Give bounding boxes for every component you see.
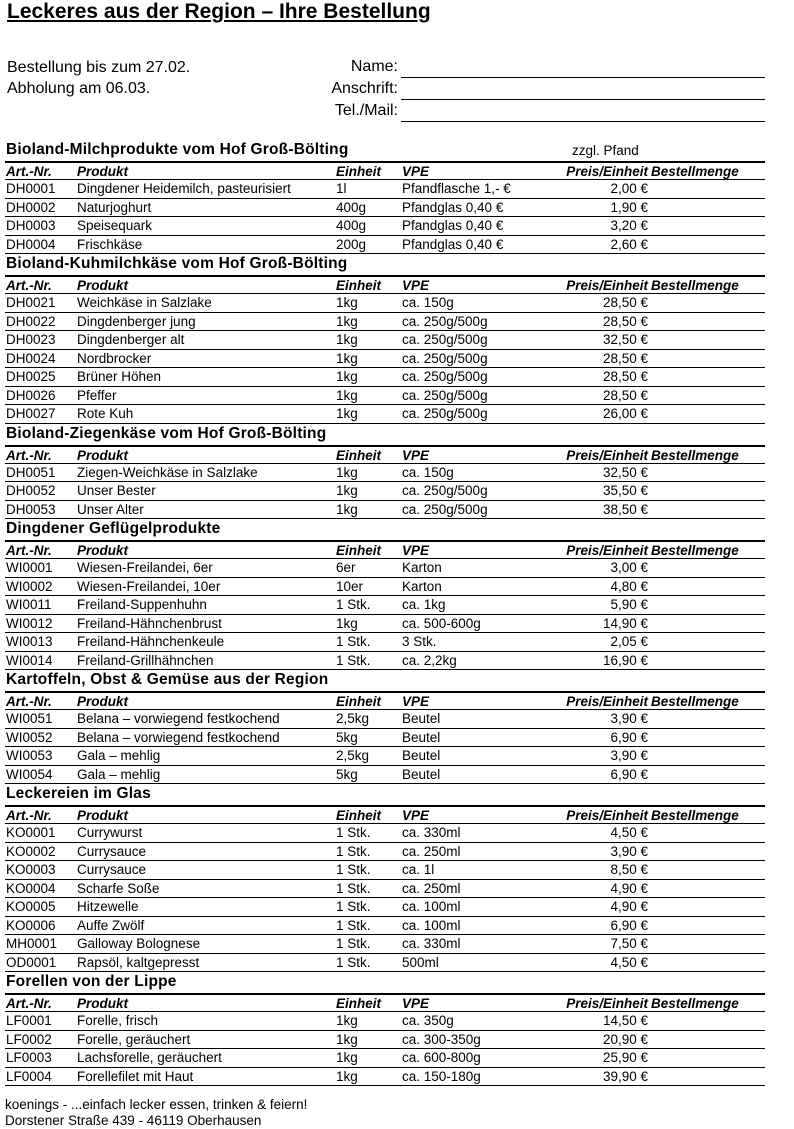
unit: 1 Stk.: [336, 843, 371, 859]
column-header-einheit: Einheit: [336, 447, 382, 463]
unit-price: 39,90 €: [602, 1068, 648, 1084]
column-header-einheit: Einheit: [336, 694, 382, 709]
table-row: [5, 294, 765, 313]
unit-price: 14,90 €: [602, 615, 648, 631]
name-row: [250, 57, 765, 79]
contact-row: [250, 101, 765, 123]
name-field[interactable]: [401, 77, 765, 78]
table-row: [5, 368, 765, 387]
table-row: [5, 559, 765, 578]
column-header-vpe: VPE: [402, 164, 430, 179]
product-name: Unser Bester: [77, 483, 156, 498]
packaging: Beutel: [402, 766, 441, 782]
unit-price: 3,90 €: [610, 843, 648, 859]
product-name: Scharfe Soße: [77, 880, 160, 896]
unit-price: 28,50 €: [602, 313, 648, 329]
packaging: Pfandglas 0,40 €: [402, 236, 504, 252]
article-number: WI0052: [6, 729, 53, 745]
article-number: WI0053: [6, 748, 53, 763]
unit: 1kg: [336, 1050, 358, 1065]
column-header-produkt: Produkt: [77, 996, 129, 1011]
packaging: ca. 250g/500g: [402, 350, 488, 366]
packaging: ca. 250g/500g: [402, 387, 488, 403]
packaging: Pfandglas 0,40 €: [402, 199, 504, 215]
article-number: OD0001: [6, 954, 57, 970]
unit: 1kg: [336, 406, 358, 421]
unit-price: 28,50 €: [602, 295, 648, 310]
product-name: Currysauce: [77, 843, 147, 859]
article-number: DH0051: [6, 464, 56, 480]
article-number: WI0001: [6, 560, 53, 575]
unit-price: 6,90 €: [610, 729, 648, 745]
unit: 200g: [336, 236, 367, 252]
column-header-preis: Preis/Einheit: [566, 278, 648, 293]
packaging: ca. 1l: [402, 862, 435, 877]
table-row: [5, 898, 765, 917]
unit-price: 4,80 €: [610, 578, 648, 594]
article-number: WI0012: [6, 615, 53, 631]
article-number: DH0027: [6, 406, 56, 421]
product-name: Dingdenberger jung: [77, 313, 196, 329]
table-row: [5, 596, 765, 615]
table-row: [5, 615, 765, 634]
unit: 1kg: [336, 332, 358, 347]
packaging: ca. 250g/500g: [402, 501, 488, 517]
unit: 1kg: [336, 1031, 358, 1047]
product-name: Rote Kuh: [77, 406, 134, 421]
unit-price: 3,00 €: [610, 560, 648, 575]
column-header-preis: Preis/Einheit: [566, 164, 648, 179]
packaging: ca. 250ml: [402, 843, 461, 859]
unit: 400g: [336, 199, 367, 215]
unit-price: 3,90 €: [610, 711, 648, 726]
unit: 1 Stk.: [336, 954, 371, 970]
article-number: DH0002: [6, 199, 56, 215]
contact-label: Tel./Mail:: [334, 102, 398, 119]
table-row: [5, 464, 765, 483]
pickup-date: Abholung am 06.03.: [7, 80, 151, 97]
product-name: Nordbrocker: [77, 350, 152, 366]
section-header: [5, 140, 765, 161]
unit: 1 Stk.: [336, 862, 371, 877]
unit: 1 Stk.: [336, 634, 371, 649]
article-number: DH0023: [6, 332, 56, 347]
article-number: WI0002: [6, 578, 53, 594]
product-name: Forelle, geräuchert: [77, 1031, 191, 1047]
unit: 1 Stk.: [336, 917, 371, 933]
packaging: ca. 150g: [402, 464, 454, 480]
address-label: Anschrift:: [331, 80, 398, 97]
packaging: ca. 150-180g: [402, 1068, 481, 1084]
product-name: Auffe Zwölf: [77, 917, 145, 933]
article-number: DH0004: [6, 236, 56, 252]
unit: 400g: [336, 218, 367, 233]
packaging: 500ml: [402, 954, 439, 970]
packaging: Beutel: [402, 711, 441, 726]
article-number: DH0026: [6, 387, 56, 403]
article-number: KO0005: [6, 899, 56, 914]
table-row: [5, 747, 765, 766]
product-name: Lachsforelle, geräuchert: [77, 1050, 222, 1065]
packaging: ca. 250g/500g: [402, 369, 488, 384]
section-title: Dingdener Geflügelprodukte: [6, 520, 221, 537]
table-row: [5, 880, 765, 899]
column-header-art: Art.-Nr.: [6, 278, 52, 293]
unit-price: 2,05 €: [610, 634, 648, 649]
unit: 1 Stk.: [336, 597, 371, 612]
product-name: Gala – mehlig: [77, 766, 161, 782]
article-number: WI0014: [6, 652, 53, 668]
packaging: Beutel: [402, 748, 441, 763]
unit: 1 Stk.: [336, 936, 371, 951]
product-name: Dingdenberger alt: [77, 332, 185, 347]
unit-price: 28,50 €: [602, 350, 648, 366]
packaging: ca. 250g/500g: [402, 483, 488, 498]
unit-price: 6,90 €: [610, 917, 648, 933]
unit-price: 3,20 €: [610, 218, 648, 233]
column-header-menge: Bestellmenge: [651, 543, 739, 558]
product-name: Freiland-Hähnchenbrust: [77, 615, 222, 631]
packaging: ca. 600-800g: [402, 1050, 481, 1065]
packaging: ca. 2,2kg: [402, 652, 457, 668]
contact-field[interactable]: [401, 121, 765, 122]
packaging: ca. 250ml: [402, 880, 461, 896]
column-header-row: [5, 691, 765, 710]
unit: 1kg: [336, 464, 358, 480]
product-name: Rapsöl, kaltgepresst: [77, 954, 200, 970]
unit-price: 4,50 €: [610, 825, 648, 840]
column-header-einheit: Einheit: [336, 164, 382, 179]
packaging: 3 Stk.: [402, 634, 437, 649]
column-header-produkt: Produkt: [77, 808, 129, 823]
product-name: Unser Alter: [77, 501, 144, 517]
unit-price: 16,90 €: [602, 652, 648, 668]
section-header: [5, 784, 765, 805]
article-number: LF0004: [6, 1068, 52, 1084]
article-number: WI0011: [6, 597, 52, 612]
footer: [5, 1097, 307, 1129]
column-header-vpe: VPE: [402, 694, 430, 709]
column-header-row: [5, 993, 765, 1012]
packaging: ca. 1kg: [402, 597, 446, 612]
article-number: DH0001: [6, 181, 56, 196]
column-header-vpe: VPE: [402, 996, 430, 1011]
unit-price: 1,90 €: [610, 199, 648, 215]
product-name: Frischkäse: [77, 236, 143, 252]
product-name: Gala – mehlig: [77, 748, 161, 763]
deposit-note: zzgl. Pfand: [572, 143, 639, 158]
article-number: WI0013: [6, 634, 53, 649]
unit: 2,5kg: [336, 711, 370, 726]
table-row: [5, 199, 765, 218]
product-name: Galloway Bolognese: [77, 936, 201, 951]
section-title: Bioland-Kuhmilchkäse vom Hof Groß-Bölting: [6, 255, 348, 272]
customer-form: [250, 57, 765, 123]
unit-price: 5,90 €: [610, 597, 648, 612]
section-title: Leckereien im Glas: [6, 785, 151, 802]
column-header-art: Art.-Nr.: [6, 996, 52, 1011]
article-number: KO0006: [6, 917, 56, 933]
section-header: [5, 972, 765, 993]
column-header-einheit: Einheit: [336, 543, 382, 558]
packaging: ca. 100ml: [402, 917, 461, 933]
packaging: ca. 150g: [402, 295, 454, 310]
product-name: Speisequark: [77, 218, 153, 233]
column-header-row: [5, 161, 765, 180]
column-header-menge: Bestellmenge: [651, 164, 739, 179]
column-header-vpe: VPE: [402, 278, 430, 293]
product-name: Forelle, frisch: [77, 1013, 159, 1028]
unit: 1 Stk.: [336, 880, 371, 896]
table-row: [5, 180, 765, 199]
unit: 5kg: [336, 766, 358, 782]
column-header-produkt: Produkt: [77, 278, 129, 293]
packaging: ca. 330ml: [402, 936, 461, 951]
article-number: WI0051: [6, 711, 53, 726]
footer-address: Dorstener Straße 439 - 46119 Oberhausen: [5, 1113, 262, 1128]
packaging: Pfandflasche 1,- €: [402, 181, 511, 196]
article-number: LF0002: [6, 1031, 52, 1047]
unit-price: 4,90 €: [610, 899, 648, 914]
section-header: [5, 424, 765, 445]
unit: 1kg: [336, 615, 358, 631]
table-row: [5, 1068, 765, 1087]
section-header: [5, 254, 765, 275]
packaging: Karton: [402, 560, 442, 575]
unit: 1 Stk.: [336, 825, 371, 840]
section-title: Bioland-Milchprodukte vom Hof Groß-Bölting: [6, 141, 349, 158]
unit: 1kg: [336, 387, 358, 403]
article-number: MH0001: [6, 936, 58, 951]
column-header-art: Art.-Nr.: [6, 808, 52, 823]
article-number: DH0021: [6, 295, 56, 310]
table-row: [5, 350, 765, 369]
column-header-menge: Bestellmenge: [651, 278, 739, 293]
column-header-vpe: VPE: [402, 808, 430, 823]
product-name: Dingdener Heidemilch, pasteurisiert: [77, 181, 291, 196]
packaging: Beutel: [402, 729, 441, 745]
section-header: [5, 670, 765, 691]
unit: 1kg: [336, 369, 358, 384]
table-row: [5, 578, 765, 597]
unit: 1 Stk.: [336, 899, 371, 914]
packaging: ca. 330ml: [402, 825, 461, 840]
unit-price: 8,50 €: [610, 862, 648, 877]
unit: 1kg: [336, 350, 358, 366]
name-label: Name:: [350, 58, 398, 75]
column-header-einheit: Einheit: [336, 808, 382, 823]
table-row: [5, 1031, 765, 1050]
column-header-art: Art.-Nr.: [6, 447, 52, 463]
unit: 1kg: [336, 1068, 358, 1084]
column-header-preis: Preis/Einheit: [566, 694, 648, 709]
article-number: KO0003: [6, 862, 56, 877]
column-header-row: [5, 275, 765, 294]
article-number: LF0003: [6, 1050, 52, 1065]
packaging: ca. 250g/500g: [402, 332, 488, 347]
column-header-row: [5, 805, 765, 824]
column-header-row: [5, 540, 765, 559]
unit-price: 4,50 €: [610, 954, 648, 970]
table-row: [5, 387, 765, 406]
table-row: [5, 652, 765, 671]
article-number: DH0024: [6, 350, 56, 366]
order-info: [7, 58, 190, 100]
product-name: Freiland-Suppenhuhn: [77, 597, 207, 612]
address-row: [250, 79, 765, 101]
unit: 6er: [336, 560, 356, 575]
unit-price: 32,50 €: [602, 464, 648, 480]
table-row: [5, 313, 765, 332]
unit-price: 4,90 €: [610, 880, 648, 896]
column-header-menge: Bestellmenge: [651, 694, 739, 709]
unit-price: 26,00 €: [602, 406, 648, 421]
column-header-menge: Bestellmenge: [651, 996, 739, 1011]
column-header-einheit: Einheit: [336, 996, 382, 1011]
unit-price: 2,00 €: [610, 181, 648, 196]
unit: 10er: [336, 578, 364, 594]
product-name: Weichkäse in Salzlake: [77, 295, 212, 310]
unit: 1kg: [336, 1013, 358, 1028]
packaging: ca. 500-600g: [402, 615, 481, 631]
unit-price: 35,50 €: [602, 483, 648, 498]
column-header-vpe: VPE: [402, 447, 430, 463]
unit-price: 28,50 €: [602, 369, 648, 384]
column-header-preis: Preis/Einheit: [566, 447, 648, 463]
page-title: Leckeres aus der Region – Ihre Bestellung: [7, 0, 431, 23]
column-header-art: Art.-Nr.: [6, 694, 52, 709]
table-row: [5, 843, 765, 862]
column-header-row: [5, 445, 765, 464]
unit: 2,5kg: [336, 748, 370, 763]
column-header-produkt: Produkt: [77, 694, 129, 709]
product-name: Hitzewelle: [77, 899, 139, 914]
table-row: [5, 236, 765, 255]
article-number: DH0052: [6, 483, 56, 498]
unit: 1kg: [336, 295, 358, 310]
article-number: DH0022: [6, 313, 56, 329]
unit-price: 25,90 €: [602, 1050, 648, 1065]
table-row: [5, 917, 765, 936]
column-header-preis: Preis/Einheit: [566, 808, 648, 823]
article-number: DH0003: [6, 218, 56, 233]
column-header-preis: Preis/Einheit: [566, 543, 648, 558]
footer-slogan: koenings - ...einfach lecker essen, trinken & feiern!: [5, 1097, 308, 1112]
unit-price: 38,50 €: [602, 501, 648, 517]
unit: 1 Stk.: [336, 652, 371, 668]
unit-price: 6,90 €: [610, 766, 648, 782]
product-name: Wiesen-Freilandei, 10er: [77, 578, 221, 594]
product-name: Forellefilet mit Haut: [77, 1068, 194, 1084]
section-title: Kartoffeln, Obst & Gemüse aus der Region: [6, 671, 329, 688]
table-row: [5, 217, 765, 236]
table-row: [5, 861, 765, 880]
unit: 1kg: [336, 313, 358, 329]
unit: 1l: [336, 181, 347, 196]
column-header-einheit: Einheit: [336, 278, 382, 293]
unit-price: 3,90 €: [610, 748, 648, 763]
unit: 1kg: [336, 501, 358, 517]
table-row: [5, 405, 765, 424]
article-number: KO0004: [6, 880, 56, 896]
product-name: Wiesen-Freilandei, 6er: [77, 560, 213, 575]
article-number: LF0001: [6, 1013, 52, 1028]
product-name: Currysauce: [77, 862, 147, 877]
order-table: [5, 140, 765, 1086]
table-row: [5, 935, 765, 954]
product-name: Brüner Höhen: [77, 369, 162, 384]
table-row: [5, 1049, 765, 1068]
table-row: [5, 482, 765, 501]
packaging: ca. 250g/500g: [402, 313, 488, 329]
section-title: Forellen von der Lippe: [6, 973, 177, 990]
address-field[interactable]: [401, 99, 765, 100]
unit-price: 7,50 €: [610, 936, 648, 951]
product-name: Belana – vorwiegend festkochend: [77, 711, 280, 726]
packaging: Pfandglas 0,40 €: [402, 218, 504, 233]
product-name: Freiland-Hähnchenkeule: [77, 634, 225, 649]
product-name: Freiland-Grillhähnchen: [77, 652, 214, 668]
unit: 1kg: [336, 483, 358, 498]
article-number: KO0002: [6, 843, 56, 859]
unit: 5kg: [336, 729, 358, 745]
unit-price: 28,50 €: [602, 387, 648, 403]
article-number: DH0025: [6, 369, 56, 384]
product-name: Pfeffer: [77, 387, 117, 403]
product-name: Naturjoghurt: [77, 199, 152, 215]
table-row: [5, 633, 765, 652]
section-title: Bioland-Ziegenkäse vom Hof Groß-Bölting: [6, 424, 327, 442]
column-header-vpe: VPE: [402, 543, 430, 558]
column-header-art: Art.-Nr.: [6, 164, 52, 179]
column-header-menge: Bestellmenge: [651, 808, 739, 823]
product-name: Belana – vorwiegend festkochend: [77, 729, 280, 745]
article-number: KO0001: [6, 825, 56, 840]
column-header-produkt: Produkt: [77, 164, 129, 179]
column-header-art: Art.-Nr.: [6, 543, 52, 558]
packaging: ca. 300-350g: [402, 1031, 481, 1047]
unit-price: 32,50 €: [602, 332, 648, 347]
column-header-preis: Preis/Einheit: [566, 996, 648, 1011]
table-row: [5, 954, 765, 973]
column-header-produkt: Produkt: [77, 447, 129, 463]
article-number: WI0054: [6, 766, 53, 782]
table-row: [5, 331, 765, 350]
packaging: ca. 100ml: [402, 899, 461, 914]
table-row: [5, 1012, 765, 1031]
table-row: [5, 501, 765, 520]
order-deadline: Bestellung bis zum 27.02.: [7, 59, 191, 76]
section-header: [5, 519, 765, 540]
table-row: [5, 824, 765, 843]
product-name: Currywurst: [77, 825, 143, 840]
column-header-produkt: Produkt: [77, 543, 129, 558]
table-row: [5, 710, 765, 729]
article-number: DH0053: [6, 501, 56, 517]
unit-price: 2,60 €: [610, 236, 648, 252]
packaging: ca. 350g: [402, 1013, 454, 1028]
product-name: Ziegen-Weichkäse in Salzlake: [77, 464, 258, 480]
unit-price: 20,90 €: [602, 1031, 648, 1047]
unit-price: 14,50 €: [602, 1013, 648, 1028]
packaging: ca. 250g/500g: [402, 406, 488, 421]
table-row: [5, 729, 765, 748]
packaging: Karton: [402, 578, 442, 594]
table-row: [5, 766, 765, 785]
column-header-menge: Bestellmenge: [651, 447, 739, 463]
